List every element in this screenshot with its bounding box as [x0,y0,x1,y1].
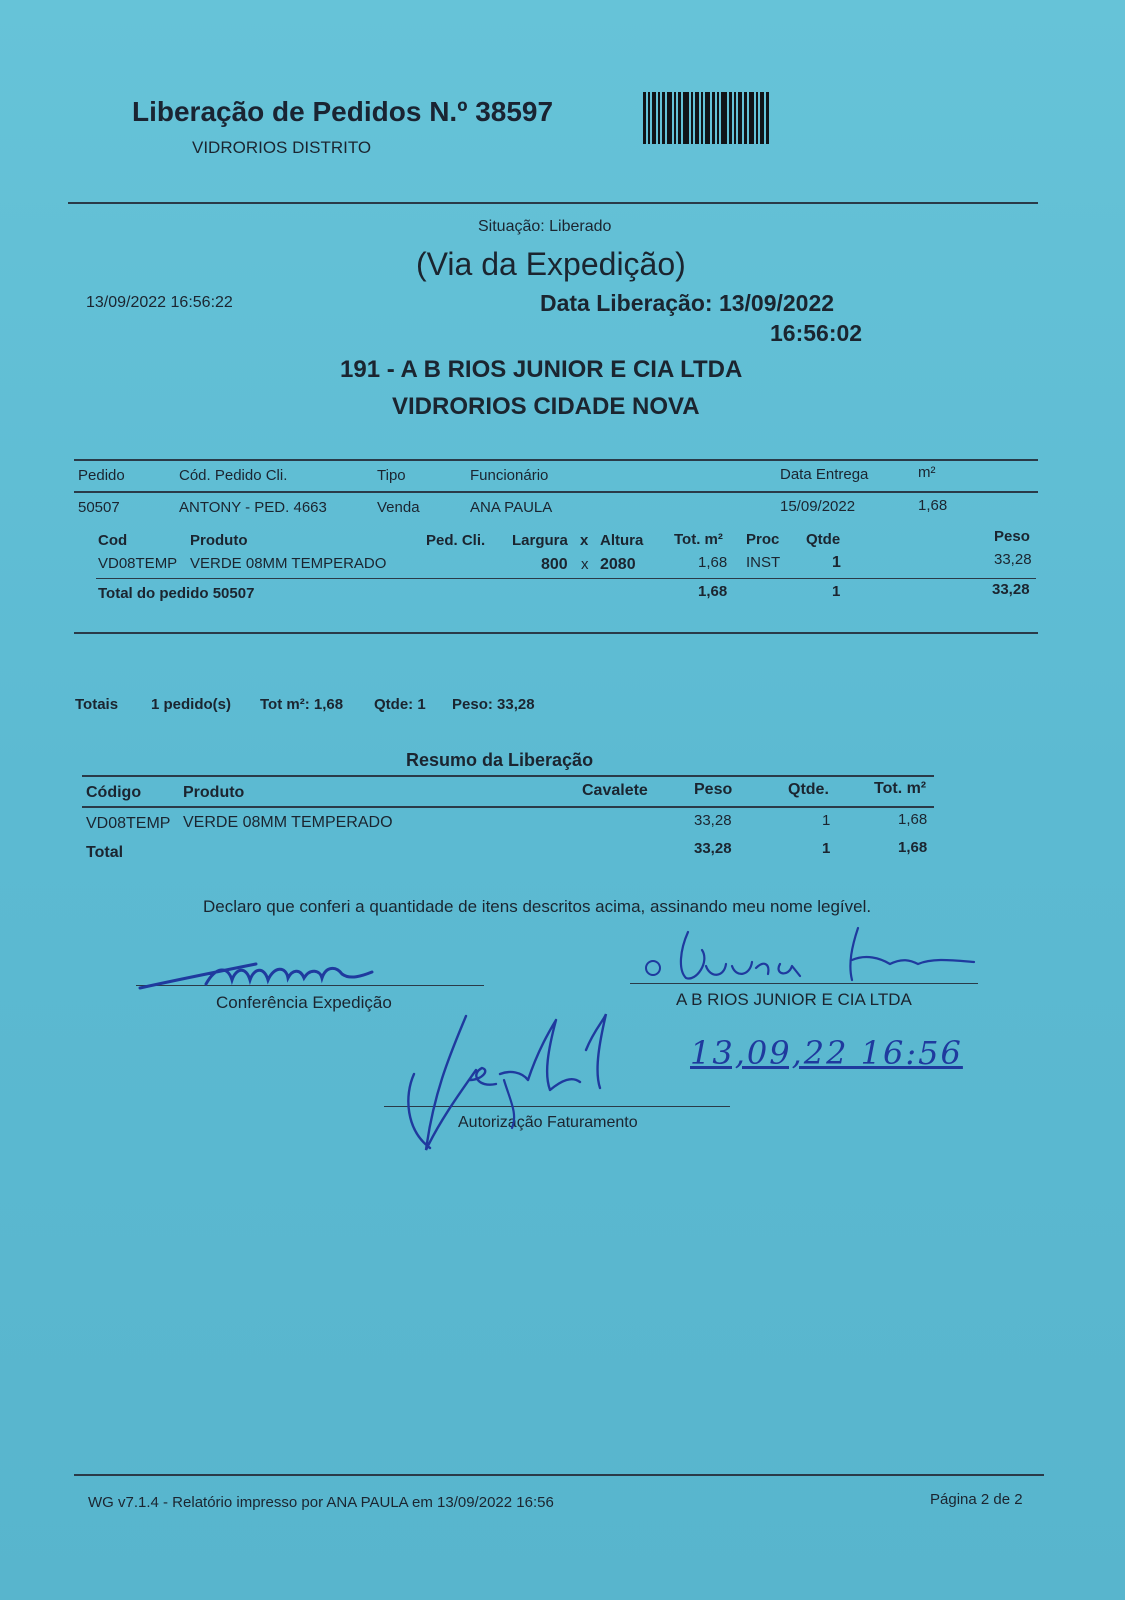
item-tot-m2: 1,68 [698,554,728,571]
summary-total-peso: 33,28 [694,840,732,857]
summary-col-codigo: Código [86,784,142,801]
order-m2: 1,68 [918,497,948,514]
item-qtde: 1 [832,554,841,571]
totals-pedidos: 1 pedido(s) [151,696,232,713]
header-divider [68,202,1038,204]
order-pedido: 50507 [78,499,120,516]
situation-status: Situação: Liberado [478,218,612,235]
totals-m2: Tot m²: 1,68 [260,696,344,713]
summary-top-rule [82,775,934,777]
item-altura: 2080 [600,556,636,573]
order-col-m2: m² [918,464,936,481]
order-total-peso: 33,28 [992,581,1030,598]
release-time: 16:56:02 [770,320,863,346]
summary-col-produto: Produto [183,784,245,801]
order-tipo: Venda [377,499,420,516]
order-cod-pedido-cli: ANTONY - PED. 4663 [179,499,327,516]
item-total-rule [96,578,1036,579]
totals-peso: Peso: 33,28 [452,696,535,713]
order-col-cod-pedido-cli: Cód. Pedido Cli. [179,467,288,484]
item-col-proc: Proc [746,531,780,548]
item-col-ped-cli: Ped. Cli. [426,532,486,549]
order-col-funcionario: Funcionário [470,467,549,484]
summary-total-label: Total [86,844,124,861]
item-peso: 33,28 [994,551,1032,568]
order-funcionario: ANA PAULA [470,499,553,516]
summary-tot-m2: 1,68 [898,811,928,828]
order-table-bottom-rule [74,632,1038,634]
footer-rule [74,1474,1044,1476]
cliente-signature-label: A B RIOS JUNIOR E CIA LTDA [676,990,912,1009]
declaration-text: Declaro que conferi a quantidade de itens descritos acima, assinando meu nome legível. [203,897,872,916]
item-x: x [581,556,589,573]
totals-qtde: Qtde: 1 [374,696,426,713]
printed-timestamp: 13/09/2022 16:56:22 [86,294,233,311]
item-col-largura: Largura [512,532,568,549]
summary-header-rule [82,806,934,808]
expedicao-signature-label: Conferência Expedição [216,993,392,1012]
item-col-x: x [580,532,589,549]
order-total-m2: 1,68 [698,583,728,600]
cliente-handwritten-signature [640,920,980,990]
item-largura: 800 [541,556,568,573]
document-title: Liberação de Pedidos N.º 38597 [132,96,554,127]
order-col-pedido: Pedido [78,467,125,484]
item-col-peso: Peso [994,528,1030,545]
order-col-tipo: Tipo [377,467,406,484]
footer-page-number: Página 2 de 2 [930,1491,1023,1508]
item-cod: VD08TEMP [98,555,178,572]
order-total-qtde: 1 [832,583,841,600]
customer-branch: VIDRORIOS CIDADE NOVA [392,393,700,420]
faturamento-handwritten-signature [400,1010,630,1160]
footer-report-info: WG v7.1.4 - Relatório impresso por ANA PAULA em 13/09/2022 16:56 [88,1494,554,1511]
item-produto: VERDE 08MM TEMPERADO [190,555,387,572]
summary-total-qtde: 1 [822,840,831,857]
totals-label: Totais [75,696,119,713]
copy-type: (Via da Expedição) [416,246,686,282]
order-data-entrega: 15/09/2022 [780,498,856,515]
order-header-rule [74,491,1038,493]
summary-col-qtde: Qtde. [788,781,829,798]
item-col-cod: Cod [98,532,128,549]
barcode [643,92,815,144]
summary-col-peso: Peso [694,781,733,798]
summary-title: Resumo da Liberação [406,750,594,770]
summary-peso: 33,28 [694,812,732,829]
order-table-top-rule [74,459,1038,461]
company-subtitle: VIDRORIOS DISTRITO [192,138,372,157]
expedicao-handwritten-signature [136,950,396,995]
item-col-produto: Produto [190,532,248,549]
order-total-label: Total do pedido 50507 [98,585,255,602]
item-col-qtde: Qtde [806,531,841,548]
summary-col-tot-m2: Tot. m² [874,780,927,797]
faturamento-signature-label: Autorização Faturamento [458,1114,638,1131]
handwritten-date: 13,09,22 16:56 [690,1034,963,1072]
customer-name: 191 - A B RIOS JUNIOR E CIA LTDA [340,356,743,383]
order-col-data-entrega: Data Entrega [780,466,869,483]
summary-total-tot-m2: 1,68 [898,839,928,856]
item-col-altura: Altura [600,532,644,549]
item-proc: INST [746,554,781,571]
summary-codigo: VD08TEMP [86,815,171,832]
summary-col-cavalete: Cavalete [582,782,648,799]
summary-produto: VERDE 08MM TEMPERADO [183,814,393,831]
summary-qtde: 1 [822,812,831,829]
release-date: Data Liberação: 13/09/2022 [540,290,835,316]
item-col-tot-m2: Tot. m² [674,531,723,548]
